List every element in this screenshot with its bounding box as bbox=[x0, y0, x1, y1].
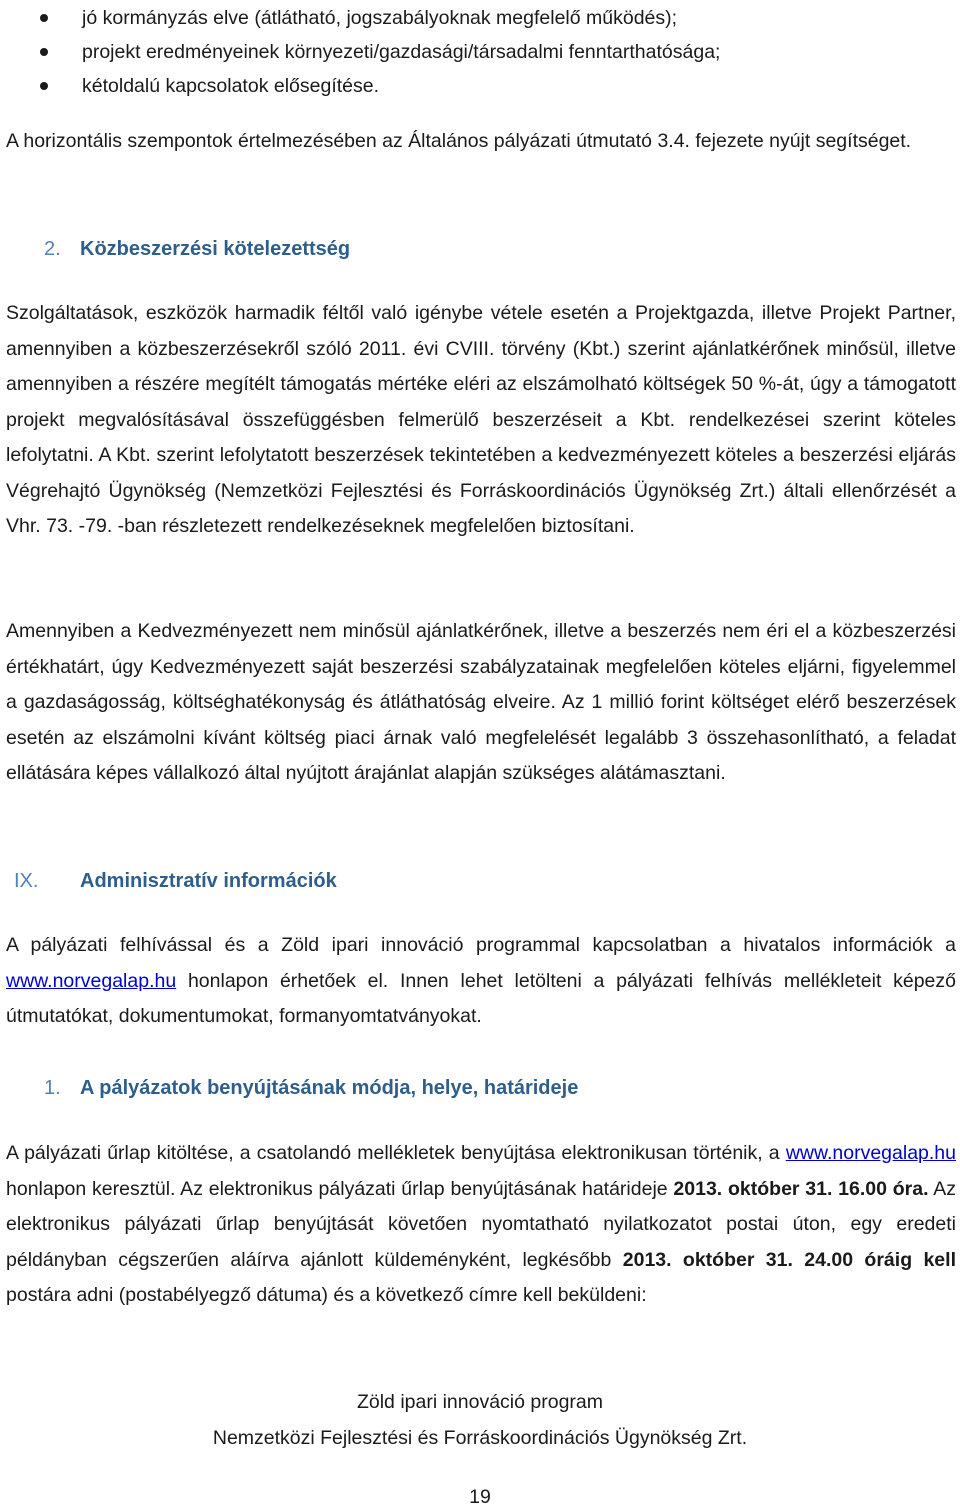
address-line-2: Nemzetközi Fejlesztési és Forráskoordinációs Ügynökség Zrt. bbox=[212, 1427, 748, 1449]
bullet-text: jó kormányzás elve (átlátható, jogszabályoknak megfelelő működés); bbox=[82, 7, 678, 29]
section-number: 1. bbox=[44, 1077, 61, 1099]
paragraph-procurement-1: Szolgáltatások, eszközök harmadik féltől való igénybe vétele esetén a Projektgazda, illetve Projekt Partner, amennyiben a közbeszerzésekről szóló 2011. évi CVIII. törvény (Kbt.) szerint ajánlatkérőnek minősül, illetve amennyiben a részére megítélt támogatás mértéke eléri az elszámolható költségek 50 %-át, úgy a támogatott projekt megvalósításával összefüggésben felmerülő beszerzéseit a Kbt. rendelkezései szerint köteles lefolytatni. A Kbt. szerint lefolytatott beszerzések tekintetében a kedvezményezett köteles a beszerzési eljárás Végrehajtó Ügynökség (Nemzetközi Fejlesztési és Forráskoordinációs Ügynökség Zrt.) általi ellenőrzését a Vhr. 73. -79. -ban részletezett rendelkezéseknek megfelelően biztosítani. bbox=[6, 302, 956, 537]
paragraph-horizontal: A horizontális szempontok értelmezésében az Általános pályázati útmutató 3.4. fejezete nyújt segítséget. bbox=[6, 130, 912, 152]
deadline-electronic: 2013. október 31. 16.00 óra. bbox=[673, 1177, 929, 1200]
section-title: Adminisztratív információk bbox=[80, 870, 337, 892]
bullet-icon bbox=[40, 82, 48, 90]
bullet-icon bbox=[40, 14, 48, 22]
paragraph-procurement-2: Amennyiben a Kedvezményezett nem minősül ajánlatkérőnek, illetve a beszerzés nem éri el a közbeszerzési értékhatárt, úgy Kedvezményezett saját beszerzési szabályzatainak megfelelően köteles eljárni, figyelemmel a gazdaságosság, költséghatékonyság és átláthatóság elveire. Az 1 millió forint költséget elérő beszerzések esetén az elszámolni kívánt költség piaci árnak való megfelelését legalább 3 összehasonlítható, a feladat ellátására képes vállalkozó által nyújtott árajánlat alapján szükséges alátámasztani. bbox=[6, 620, 956, 784]
section-title: A pályázatok benyújtásának módja, helye, határideje bbox=[80, 1077, 579, 1099]
address-line-1: Zöld ipari innováció program bbox=[356, 1391, 604, 1413]
paragraph-admin bbox=[6, 928, 956, 1035]
bullet-text: kétoldalú kapcsolatok elősegítése. bbox=[82, 75, 380, 97]
paragraph-text: A pályázati űrlap kitöltése, a csatolandó mellékletek benyújtása elektronikusan történik, a bbox=[6, 1142, 786, 1164]
section-heading-submission bbox=[44, 1073, 578, 1103]
page-number: 19 bbox=[469, 1486, 491, 1508]
section-number: 2. bbox=[44, 238, 61, 260]
section-heading-admin bbox=[14, 866, 337, 896]
paragraph-submission bbox=[6, 1136, 956, 1314]
paragraph-text: A pályázati felhívással és a Zöld ipari innováció programmal kapcsolatban a hivatalos információk a bbox=[6, 934, 956, 956]
paragraph-text: honlapon érhetőek el. Innen lehet letölteni a pályázati felhívás mellékleteit képező útmutatókat, dokumentumokat, formanyomtatványokat. bbox=[6, 969, 956, 1027]
bullet-icon bbox=[40, 48, 48, 56]
paragraph-text: Az elektronikus pályázati űrlap benyújtását követően nyomtatható nyilatkozatot postai úton, egy eredeti példányban cégszerűen aláírva ajánlott küldeményként, legkésőbb bbox=[6, 1177, 956, 1271]
paragraph-text: postára adni (postabélyegző dátuma) és a következő címre kell beküldeni: bbox=[6, 1284, 647, 1306]
section-number: IX. bbox=[14, 870, 39, 892]
norvegalap-link[interactable]: www.norvegalap.hu bbox=[785, 1142, 956, 1164]
norvegalap-link[interactable]: www.norvegalap.hu bbox=[6, 969, 177, 992]
section-heading-procurement bbox=[44, 234, 350, 264]
section-title: Közbeszerzési kötelezettség bbox=[80, 238, 351, 260]
bullet-text: projekt eredményeinek környezeti/gazdasági/társadalmi fenntarthatósága; bbox=[82, 41, 721, 63]
paragraph-text: honlapon keresztül. Az elektronikus pályázati űrlap benyújtásának határideje bbox=[6, 1177, 674, 1200]
deadline-postal: 2013. október 31. 24.00 óráig kell bbox=[622, 1248, 956, 1271]
